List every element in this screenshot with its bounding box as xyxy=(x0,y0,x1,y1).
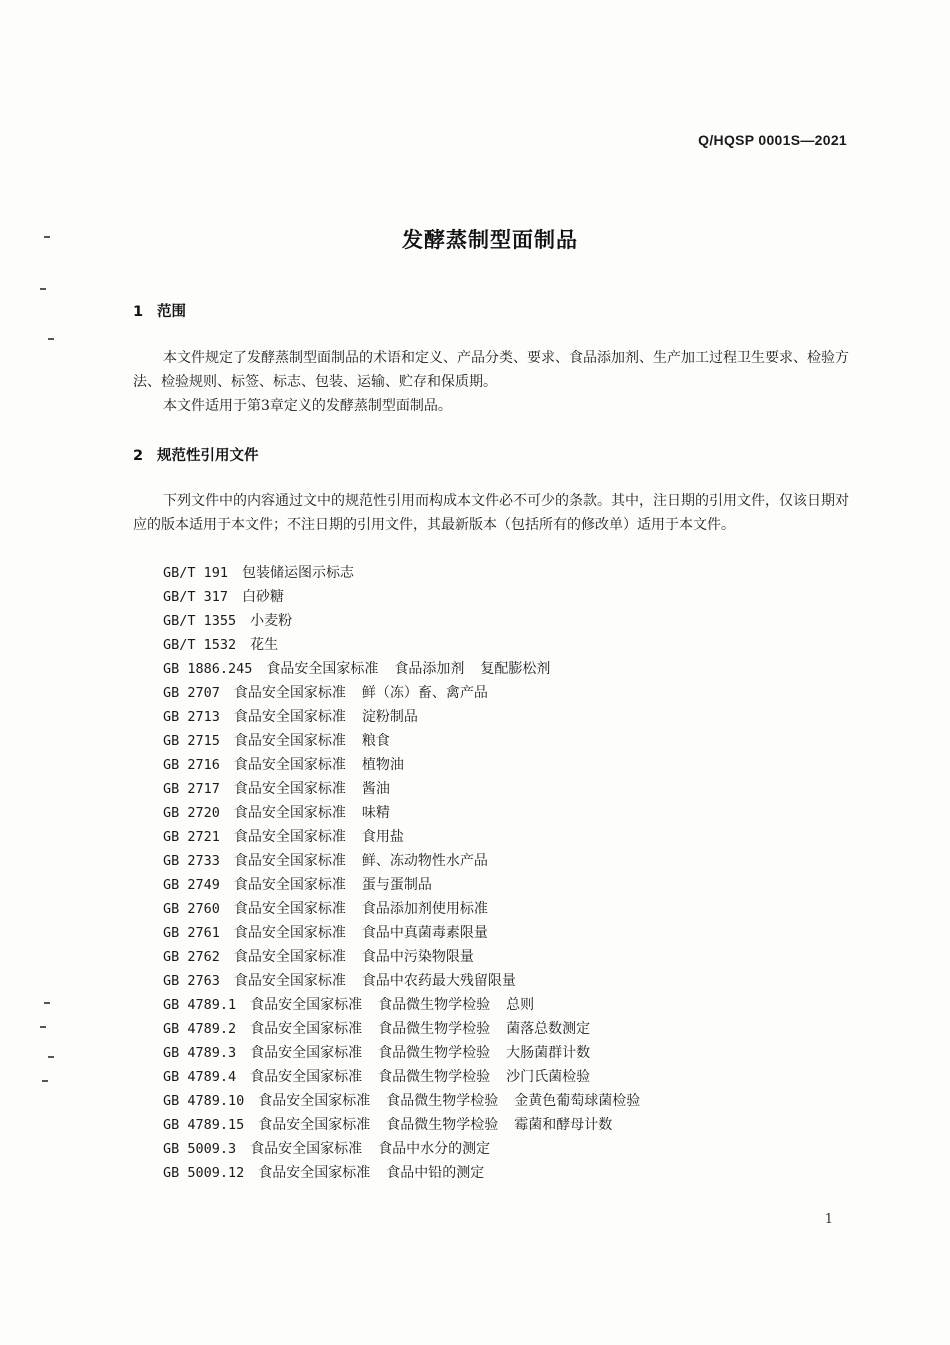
reference-title-part: 食品安全国家标准 xyxy=(266,661,379,677)
reference-title-part: 食品中铅的测定 xyxy=(386,1165,485,1181)
reference-item xyxy=(163,1089,656,1113)
document-title: 发酵蒸制型面制品 xyxy=(402,228,578,252)
reference-title-part: 食品中污染物限量 xyxy=(361,949,474,965)
reference-title-part: 蛋与蛋制品 xyxy=(361,877,432,893)
reference-title-part: 大肠菌群计数 xyxy=(506,1045,591,1061)
reference-title-part: 食品安全国家标准 xyxy=(250,1069,363,1085)
reference-item xyxy=(163,753,656,777)
reference-title-part: 食品安全国家标准 xyxy=(233,973,346,989)
reference-title-part: 食品微生物学检验 xyxy=(378,1021,491,1037)
reference-item xyxy=(163,681,656,705)
section-title: 范围 xyxy=(157,304,186,320)
reference-item xyxy=(163,873,656,897)
reference-item xyxy=(163,1041,656,1065)
reference-item xyxy=(163,897,656,921)
reference-item xyxy=(163,1017,656,1041)
scan-margin-mark xyxy=(44,1002,50,1004)
reference-title-part: 菌落总数测定 xyxy=(506,1021,591,1037)
reference-code: GB 1886.245 xyxy=(163,661,253,677)
reference-code: GB/T 317 xyxy=(163,589,229,605)
section-heading-normative-references xyxy=(133,444,259,465)
reference-title-part: 包装储运图示标志 xyxy=(242,565,355,581)
reference-title-part: 食品微生物学检验 xyxy=(378,997,491,1013)
reference-title-part: 金黄色葡萄球菌检验 xyxy=(514,1093,641,1109)
reference-code: GB 2763 xyxy=(163,973,220,989)
scan-margin-mark xyxy=(48,338,54,340)
reference-code: GB 4789.2 xyxy=(163,1021,237,1037)
page-number: 1 xyxy=(824,1212,833,1227)
reference-title-part: 食品添加剂使用标准 xyxy=(361,901,488,917)
reference-title-part: 食品安全国家标准 xyxy=(250,1045,363,1061)
reference-item xyxy=(163,609,656,633)
reference-title-part: 食用盐 xyxy=(361,829,404,845)
reference-code: GB 4789.4 xyxy=(163,1069,237,1085)
reference-item xyxy=(163,969,656,993)
reference-code: GB 2761 xyxy=(163,925,220,941)
reference-code: GB/T 191 xyxy=(163,565,229,581)
reference-title-part: 食品安全国家标准 xyxy=(233,805,346,821)
scan-margin-mark xyxy=(40,1026,46,1028)
reference-title-part: 食品安全国家标准 xyxy=(233,925,346,941)
reference-title-part: 食品安全国家标准 xyxy=(233,709,346,725)
document-code: Q/HQSP 0001S—2021 xyxy=(698,132,847,148)
reference-title-part: 食品中农药最大残留限量 xyxy=(361,973,516,989)
reference-item xyxy=(163,777,656,801)
reference-code: GB 2715 xyxy=(163,733,220,749)
reference-title-part: 鲜（冻）畜、禽产品 xyxy=(361,685,488,701)
reference-title-part: 食品安全国家标准 xyxy=(233,949,346,965)
reference-item xyxy=(163,921,656,945)
reference-title-part: 味精 xyxy=(361,805,390,821)
reference-title-part: 食品微生物学检验 xyxy=(386,1093,499,1109)
reference-title-part: 食品微生物学检验 xyxy=(386,1117,499,1133)
reference-title-part: 沙门氏菌检验 xyxy=(506,1069,591,1085)
reference-code: GB/T 1532 xyxy=(163,637,237,653)
reference-title-part: 食品安全国家标准 xyxy=(258,1093,371,1109)
reference-code: GB 2716 xyxy=(163,757,220,773)
reference-code: GB 2749 xyxy=(163,877,220,893)
reference-title-part: 食品安全国家标准 xyxy=(258,1165,371,1181)
references-intro-paragraph: 下列文件中的内容通过文中的规范性引用而构成本文件必不可少的条款。其中，注日期的引用文件，仅该日期对应的版本适用于本文件；不注日期的引用文件，其最新版本（包括所有的修改单）适用于本文件。 xyxy=(133,493,849,533)
scan-margin-mark xyxy=(40,288,46,290)
reference-item xyxy=(163,849,656,873)
reference-title-part: 食品安全国家标准 xyxy=(233,685,346,701)
reference-title-part: 食品安全国家标准 xyxy=(233,829,346,845)
scan-margin-mark xyxy=(42,1080,48,1082)
reference-code: GB 2762 xyxy=(163,949,220,965)
reference-item xyxy=(163,561,656,585)
reference-title-part: 鲜、冻动物性水产品 xyxy=(361,853,488,869)
reference-title-part: 食品安全国家标准 xyxy=(233,757,346,773)
reference-code: GB 2707 xyxy=(163,685,220,701)
reference-title-part: 淀粉制品 xyxy=(361,709,418,725)
reference-title-part: 食品安全国家标准 xyxy=(233,781,346,797)
reference-item xyxy=(163,1065,656,1089)
reference-title-part: 食品安全国家标准 xyxy=(250,1141,363,1157)
reference-item xyxy=(163,729,656,753)
reference-item xyxy=(163,945,656,969)
reference-title-part: 食品中水分的测定 xyxy=(378,1141,491,1157)
reference-title-part: 食品安全国家标准 xyxy=(250,997,363,1013)
reference-code: GB 4789.3 xyxy=(163,1045,237,1061)
reference-code: GB 2713 xyxy=(163,709,220,725)
reference-item xyxy=(163,657,656,681)
reference-title-part: 食品添加剂 xyxy=(394,661,465,677)
reference-code: GB 2720 xyxy=(163,805,220,821)
reference-title-part: 食品安全国家标准 xyxy=(233,901,346,917)
reference-code: GB 5009.12 xyxy=(163,1165,245,1181)
reference-item xyxy=(163,801,656,825)
reference-item xyxy=(163,1113,656,1137)
reference-code: GB 2733 xyxy=(163,853,220,869)
reference-title-part: 食品微生物学检验 xyxy=(378,1045,491,1061)
reference-item xyxy=(163,1161,656,1185)
reference-title-part: 花生 xyxy=(250,637,279,653)
reference-title-part: 酱油 xyxy=(361,781,390,797)
section-heading-scope xyxy=(133,300,186,321)
reference-code: GB/T 1355 xyxy=(163,613,237,629)
reference-code: GB 2760 xyxy=(163,901,220,917)
reference-code: GB 2721 xyxy=(163,829,220,845)
scan-margin-mark xyxy=(48,1056,54,1058)
section-number: 2 xyxy=(133,448,144,464)
reference-title-part: 食品微生物学检验 xyxy=(378,1069,491,1085)
reference-item xyxy=(163,993,656,1017)
scope-paragraph: 本文件规定了发酵蒸制型面制品的术语和定义、产品分类、要求、食品添加剂、生产加工过程卫生要求、检验方法、检验规则、标签、标志、包装、运输、贮存和保质期。 xyxy=(133,350,849,390)
reference-title-part: 食品安全国家标准 xyxy=(233,733,346,749)
reference-title-part: 食品安全国家标准 xyxy=(250,1021,363,1037)
reference-title-part: 小麦粉 xyxy=(250,613,293,629)
reference-code: GB 4789.10 xyxy=(163,1093,245,1109)
reference-item xyxy=(163,585,656,609)
reference-item xyxy=(163,633,656,657)
reference-code: GB 5009.3 xyxy=(163,1141,237,1157)
section-number: 1 xyxy=(133,304,144,320)
scope-applicability-paragraph: 本文件适用于第3章定义的发酵蒸制型面制品。 xyxy=(163,398,452,414)
reference-code: GB 4789.15 xyxy=(163,1117,245,1133)
section-title: 规范性引用文件 xyxy=(157,448,259,464)
reference-item xyxy=(163,825,656,849)
reference-title-part: 复配膨松剂 xyxy=(480,661,551,677)
reference-title-part: 食品安全国家标准 xyxy=(233,853,346,869)
reference-title-part: 粮食 xyxy=(361,733,390,749)
reference-code: GB 4789.1 xyxy=(163,997,237,1013)
reference-title-part: 白砂糖 xyxy=(242,589,285,605)
reference-title-part: 食品中真菌毒素限量 xyxy=(361,925,488,941)
reference-title-part: 总则 xyxy=(506,997,535,1013)
reference-code: GB 2717 xyxy=(163,781,220,797)
reference-title-part: 霉菌和酵母计数 xyxy=(514,1117,613,1133)
reference-item xyxy=(163,1137,656,1161)
reference-title-part: 食品安全国家标准 xyxy=(233,877,346,893)
reference-title-part: 食品安全国家标准 xyxy=(258,1117,371,1133)
reference-list xyxy=(163,561,656,1185)
reference-item xyxy=(163,705,656,729)
reference-title-part: 植物油 xyxy=(361,757,404,773)
